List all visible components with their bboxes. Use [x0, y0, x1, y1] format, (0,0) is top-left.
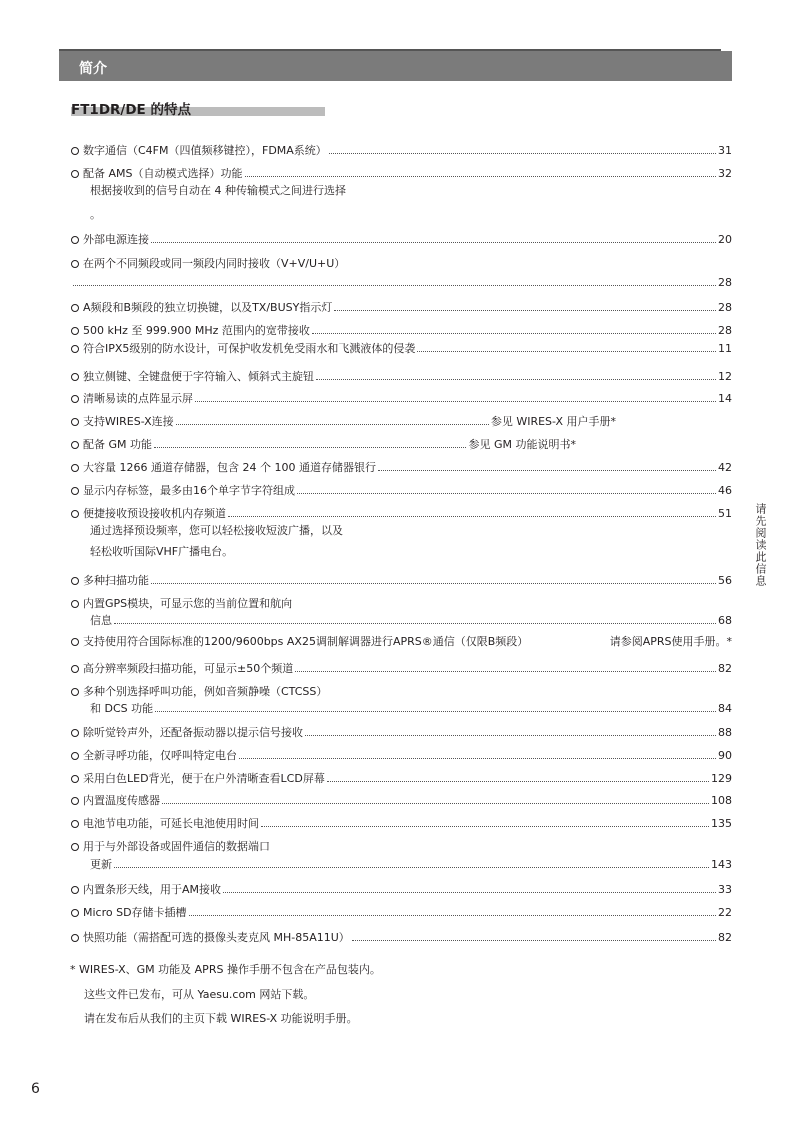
feature-label: 独立侧键、全键盘便于字符输入、倾斜式主旋钮	[83, 370, 314, 383]
feature-label: 便捷接收预设接收机内存频道	[83, 507, 226, 520]
leader-dots	[378, 470, 716, 471]
leader-dots	[73, 285, 716, 286]
leader-dots	[297, 493, 716, 494]
feature-label: 配备 AMS（自动模式选择）功能	[83, 167, 243, 180]
circle-bullet-icon	[71, 327, 79, 335]
feature-page: 12	[718, 370, 732, 383]
feature-row	[71, 299, 732, 314]
circle-bullet-icon	[71, 886, 79, 894]
feature-label: 全新寻呼功能，仅呼叫特定电台	[83, 749, 237, 762]
feature-page: 51	[718, 507, 732, 520]
feature-row	[71, 390, 732, 405]
leader-dots	[316, 379, 716, 380]
feature-page: 84	[718, 702, 732, 715]
feature-row	[71, 815, 732, 830]
feature-page: 参见 GM 功能说明书*	[468, 438, 576, 451]
feature-row	[71, 904, 732, 919]
feature-row-page	[71, 274, 732, 289]
feature-label: 清晰易读的点阵显示屏	[83, 392, 193, 405]
leader-dots	[155, 711, 716, 712]
feature-continuation: 信息	[90, 614, 112, 627]
feature-page: 22	[718, 906, 732, 919]
leader-dots	[261, 826, 709, 827]
feature-row	[71, 142, 732, 157]
leader-dots	[228, 516, 716, 517]
feature-label: A频段和B频段的独立切换键，以及TX/BUSY指示灯	[83, 301, 333, 314]
section-title: FT1DR/DE 的特点	[71, 102, 191, 118]
circle-bullet-icon	[71, 464, 79, 472]
feature-page: 参见 WIRES-X 用户手册*	[490, 415, 616, 428]
feature-label: 内置GPS模块，可显示您的当前位置和航向	[83, 597, 293, 610]
feature-page: 68	[718, 614, 732, 627]
feature-row	[71, 459, 732, 474]
feature-label: 外部电源连接	[83, 233, 149, 246]
feature-row	[71, 660, 732, 675]
feature-row-page	[90, 612, 732, 627]
feature-row	[71, 368, 732, 383]
feature-label: 多种扫描功能	[83, 574, 149, 587]
feature-page: 28	[718, 324, 732, 337]
circle-bullet-icon	[71, 665, 79, 673]
leader-dots	[329, 153, 716, 154]
leader-dots	[154, 447, 466, 448]
leader-dots	[151, 242, 716, 243]
page-title: 简介	[79, 61, 107, 77]
feature-page: 129	[711, 772, 732, 785]
circle-bullet-icon	[71, 934, 79, 942]
feature-label: 内置条形天线，用于AM接收	[83, 883, 222, 896]
feature-label: 用于与外部设备或固件通信的数据端口	[83, 840, 270, 853]
circle-bullet-icon	[71, 395, 79, 403]
feature-page: 28	[718, 301, 732, 314]
leader-dots	[176, 424, 489, 425]
feature-row	[71, 792, 732, 807]
feature-page: 32	[718, 167, 732, 180]
feature-row	[71, 572, 732, 587]
leader-dots	[327, 781, 709, 782]
circle-bullet-icon	[71, 600, 79, 608]
feature-row	[71, 231, 732, 246]
feature-row	[71, 255, 732, 270]
leader-dots	[305, 735, 716, 736]
feature-label: 内置温度传感器	[83, 794, 160, 807]
feature-continuation: 通过选择预设频率，您可以轻松接收短波广播，以及	[90, 524, 343, 537]
feature-row	[71, 436, 576, 451]
leader-dots	[295, 671, 716, 672]
feature-label: 数字通信（C4FM（四值频移键控），FDMA系统）	[83, 144, 327, 157]
leader-dots	[417, 351, 716, 352]
circle-bullet-icon	[71, 797, 79, 805]
feature-page: 42	[718, 461, 732, 474]
side-tab-label: 请先阅读此信息	[754, 503, 767, 587]
feature-label: 500 kHz 至 999.900 MHz 范围内的宽带接收	[83, 324, 310, 337]
circle-bullet-icon	[71, 510, 79, 518]
feature-label: 高分辨率频段扫描功能，可显示±50个频道	[83, 662, 294, 675]
feature-label: 在两个不同频段或同一频段内同时接收（V+V/U+U）	[83, 257, 346, 270]
leader-dots	[114, 623, 716, 624]
feature-continuation: 和 DCS 功能	[90, 702, 154, 715]
circle-bullet-icon	[71, 820, 79, 828]
leader-dots	[352, 940, 716, 941]
circle-bullet-icon	[71, 577, 79, 585]
feature-continuation: 。	[90, 208, 101, 221]
feature-page: 33	[718, 883, 732, 896]
feature-continuation: 轻松收听国际VHF广播电台。	[90, 545, 234, 558]
feature-label: 支持WIRES-X连接	[83, 415, 174, 428]
feature-row	[71, 838, 732, 853]
footnote: 这些文件已发布，可从 Yaesu.com 网站下载。	[84, 988, 315, 1001]
leader-dots	[245, 176, 717, 177]
feature-label: 大容量 1266 通道存储器，包含 24 个 100 通道存储器银行	[83, 461, 376, 474]
circle-bullet-icon	[71, 729, 79, 737]
circle-bullet-icon	[71, 487, 79, 495]
feature-row	[71, 929, 732, 944]
leader-dots	[114, 867, 709, 868]
feature-page: 46	[718, 484, 732, 497]
circle-bullet-icon	[71, 418, 79, 426]
circle-bullet-icon	[71, 147, 79, 155]
circle-bullet-icon	[71, 170, 79, 178]
circle-bullet-icon	[71, 441, 79, 449]
feature-page: 108	[711, 794, 732, 807]
feature-row	[71, 881, 732, 896]
leader-dots	[223, 892, 716, 893]
feature-label: Micro SD存储卡插槽	[83, 906, 187, 919]
feature-page: 20	[718, 233, 732, 246]
feature-label: 快照功能（需搭配可选的摄像头麦克风 MH-85A11U）	[83, 931, 350, 944]
leader-dots	[239, 758, 716, 759]
feature-page: 82	[718, 662, 732, 675]
feature-page: 90	[718, 749, 732, 762]
leader-dots	[195, 401, 716, 402]
feature-label: 配备 GM 功能	[83, 438, 153, 451]
header-bar	[59, 51, 732, 81]
feature-page: 56	[718, 574, 732, 587]
circle-bullet-icon	[71, 909, 79, 917]
feature-row	[71, 322, 732, 337]
feature-row	[71, 633, 732, 648]
footnote: * WIRES-X、GM 功能及 APRS 操作手册不包含在产品包装内。	[70, 963, 381, 976]
feature-row	[71, 505, 732, 520]
circle-bullet-icon	[71, 373, 79, 381]
feature-page: 31	[718, 144, 732, 157]
feature-continuation: 根据接收到的信号自动在 4 种传输模式之间进行选择	[90, 184, 346, 197]
leader-dots	[189, 915, 716, 916]
feature-row-page	[90, 700, 732, 715]
feature-row	[71, 595, 732, 610]
feature-page: 28	[718, 276, 732, 289]
circle-bullet-icon	[71, 345, 79, 353]
circle-bullet-icon	[71, 843, 79, 851]
feature-label: 支持使用符合国际标准的1200/9600bps AX25调制解调器进行APRS®通信（仅限B频段）	[83, 635, 529, 648]
feature-row	[71, 770, 732, 785]
feature-page: 11	[718, 342, 732, 355]
feature-page: 143	[711, 858, 732, 871]
feature-label: 除听觉铃声外，还配备振动器以提示信号接收	[83, 726, 303, 739]
leader-dots	[151, 583, 716, 584]
leader-dots	[312, 333, 716, 334]
circle-bullet-icon	[71, 775, 79, 783]
feature-label: 采用白色LED背光，便于在户外清晰查看LCD屏幕	[83, 772, 325, 785]
circle-bullet-icon	[71, 236, 79, 244]
circle-bullet-icon	[71, 638, 79, 646]
feature-continuation: 更新	[90, 858, 112, 871]
feature-row	[71, 724, 732, 739]
circle-bullet-icon	[71, 688, 79, 696]
leader-dots	[334, 310, 716, 311]
feature-row	[71, 340, 732, 355]
footnote: 请在发布后从我们的主页下载 WIRES-X 功能说明手册。	[84, 1012, 358, 1025]
feature-page: 88	[718, 726, 732, 739]
circle-bullet-icon	[71, 752, 79, 760]
feature-page: 请参阅APRS使用手册。*	[609, 635, 732, 648]
feature-label: 显示内存标签，最多由16个单字节字符组成	[83, 484, 295, 497]
feature-label: 符合IPX5级别的防水设计，可保护收发机免受雨水和飞溅液体的侵袭	[83, 342, 416, 355]
circle-bullet-icon	[71, 304, 79, 312]
feature-row	[71, 683, 732, 698]
feature-row	[71, 747, 732, 762]
feature-row-page	[90, 856, 732, 871]
leader-dots	[162, 803, 709, 804]
feature-page: 82	[718, 931, 732, 944]
feature-label: 多种个别选择呼叫功能，例如音频静噪（CTCSS）	[83, 685, 328, 698]
feature-row	[71, 482, 732, 497]
feature-page: 14	[718, 392, 732, 405]
circle-bullet-icon	[71, 260, 79, 268]
feature-row	[71, 413, 616, 428]
feature-page: 135	[711, 817, 732, 830]
feature-row	[71, 165, 732, 180]
page-number: 6	[31, 1081, 40, 1097]
feature-label: 电池节电功能，可延长电池使用时间	[83, 817, 259, 830]
